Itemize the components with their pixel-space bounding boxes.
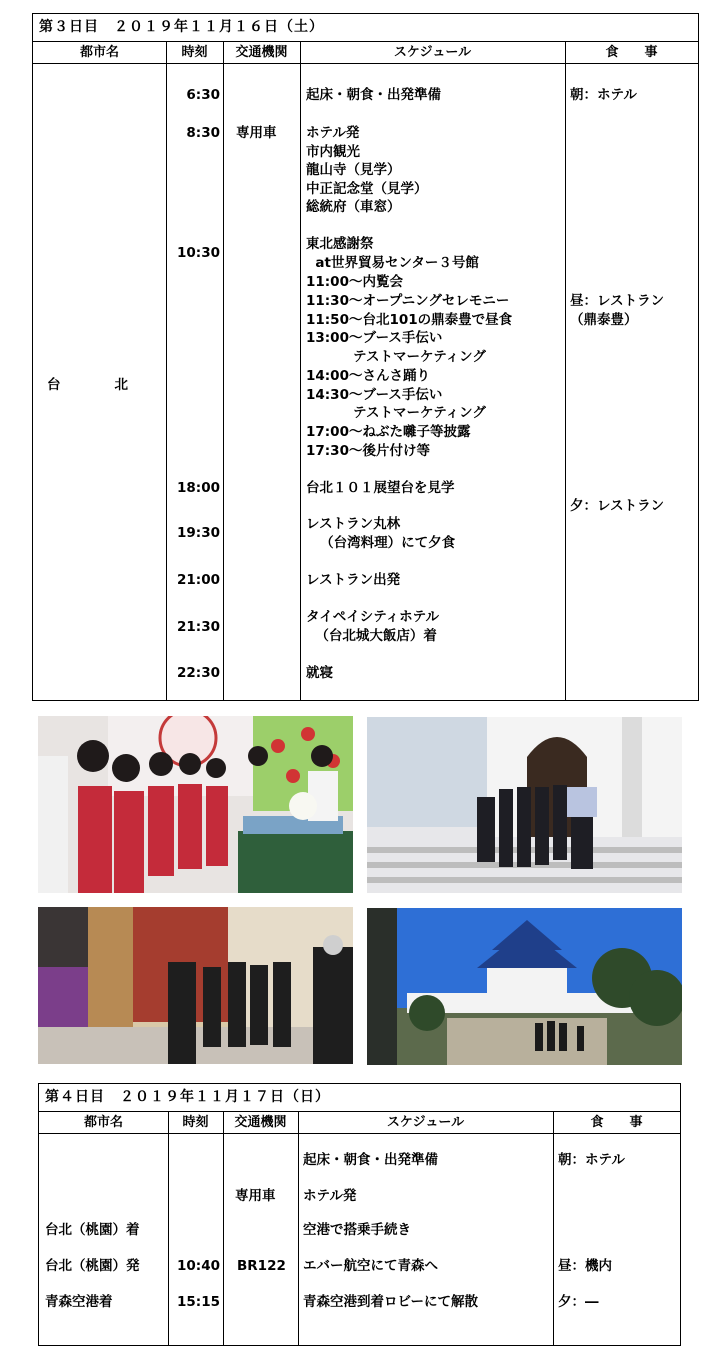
day4-transport: 専用車 [235,1188,276,1204]
day3-schedule-line: レストラン丸林 [306,516,401,532]
day4-schedule: 起床・朝食・出発準備 [303,1152,438,1168]
day4-time: 10:40 [177,1258,220,1274]
day4-header-city: 都市名 [39,1112,168,1134]
day3-schedule-line: 総統府（車窓） [306,199,401,215]
day3-time: 10:30 [177,245,220,261]
day4-schedule: 青森空港到着ロビーにて解散 [303,1294,478,1310]
day4-header-meals: 食 事 [553,1112,680,1134]
day3-transport: 専用車 [236,125,277,141]
day3-title: 第３日目 ２０１９年１１月１６日（土） [33,14,698,42]
day3-schedule-line: タイペイシティホテル [306,609,439,625]
day3-time: 6:30 [186,87,220,103]
day3-time: 21:00 [177,572,220,588]
day4-header-schedule: スケジュール [298,1112,553,1134]
day4-meal: 昼：機内 [558,1258,612,1274]
presidential-office-photo-icon [38,907,353,1064]
day3-divider [565,42,566,700]
day3-meal: 昼：レストラン [570,293,665,309]
day3-header-meals: 食 事 [565,42,698,64]
day3-schedule-line: 14:00～さんさ踊り [306,368,430,384]
day3-schedule-line: テストマーケティング [306,349,486,365]
day3-city: 台 北 [47,377,128,393]
day3-schedule-line: 台北１０１展望台を見学 [306,480,455,496]
day3-divider [300,42,301,700]
day4-city: 台北（桃園）着 [45,1222,140,1238]
memorial-steps-photo-icon [367,717,682,893]
day4-meal: 夕：― [558,1294,599,1310]
day3-schedule-line: 14:30～ブース手伝い [306,386,443,403]
day4-divider [553,1112,554,1345]
day4-transport: BR122 [237,1258,286,1274]
memorial-hall-photo-icon [367,908,682,1065]
day4-city: 青森空港着 [45,1294,113,1310]
day3-schedule-line: 11:00～内覧会 [306,274,403,290]
day4-header-transport: 交通機関 [223,1112,298,1134]
day3-schedule-line: 17:00～ねぶた囃子等披露 [306,424,471,440]
day3-schedule-line: 11:30～オープニングセレモニー [306,293,510,309]
day3-meal: 夕：レストラン [570,498,665,514]
day3-schedule-line: at世界貿易センター３号館 [306,255,479,271]
day3-schedule-line: 13:00～ブース手伝い [306,330,443,346]
day3-time: 18:00 [177,480,220,496]
day4-divider [223,1112,224,1345]
day3-time: 19:30 [177,525,220,541]
day3-schedule-line: 就寝 [306,665,333,681]
day4-schedule: 空港で搭乗手続き [303,1222,411,1238]
day3-schedule-line: レストラン出発 [306,572,401,588]
day4-title: 第４日目 ２０１９年１１月１７日（日） [39,1084,680,1112]
day4-meal: 朝：ホテル [558,1152,625,1168]
day3-time: 22:30 [177,665,220,681]
day3-schedule-line: テストマーケティング [306,405,486,421]
day4-divider [298,1112,299,1345]
day3-header-transport: 交通機関 [223,42,300,64]
day3-schedule-line: （台北城大飯店）着 [306,628,437,644]
day3-header-city: 都市名 [33,42,166,64]
day3-schedule-line: 市内観光 [306,143,360,160]
day3-schedule-line: ホテル発 [306,125,360,141]
day4-time: 15:15 [177,1294,220,1310]
day3-time: 8:30 [186,125,220,141]
day3-schedule-line: 中正記念堂（見学） [306,180,428,197]
day3-schedule-line: 東北感謝祭 [306,236,374,252]
booth-photo-icon [38,716,353,893]
day3-header-schedule: スケジュール [300,42,565,64]
day3-schedule-line: （台湾料理）にて夕食 [306,535,456,551]
day3-header-time: 時刻 [166,42,223,64]
day3-schedule-line: 17:30～後片付け等 [306,443,430,459]
day3-schedule-line: 起床・朝食・出発準備 [306,87,441,103]
day3-itinerary-table [32,13,699,701]
day3-meal: （鼎泰豊） [570,311,638,328]
day3-divider [166,42,167,700]
day4-schedule: ホテル発 [303,1188,357,1204]
day3-schedule-line: 11:50～台北101の鼎泰豊で昼食 [306,311,513,328]
day3-schedule-line: 龍山寺（見学） [306,162,401,178]
day3-time: 21:30 [177,619,220,635]
day4-city: 台北（桃園）発 [45,1258,140,1274]
day3-meal: 朝：ホテル [570,87,637,103]
day4-schedule: エバー航空にて青森へ [303,1258,438,1274]
day3-divider [223,42,224,700]
day4-divider [168,1112,169,1345]
day4-header-time: 時刻 [168,1112,223,1134]
day4-itinerary-table [38,1083,681,1346]
